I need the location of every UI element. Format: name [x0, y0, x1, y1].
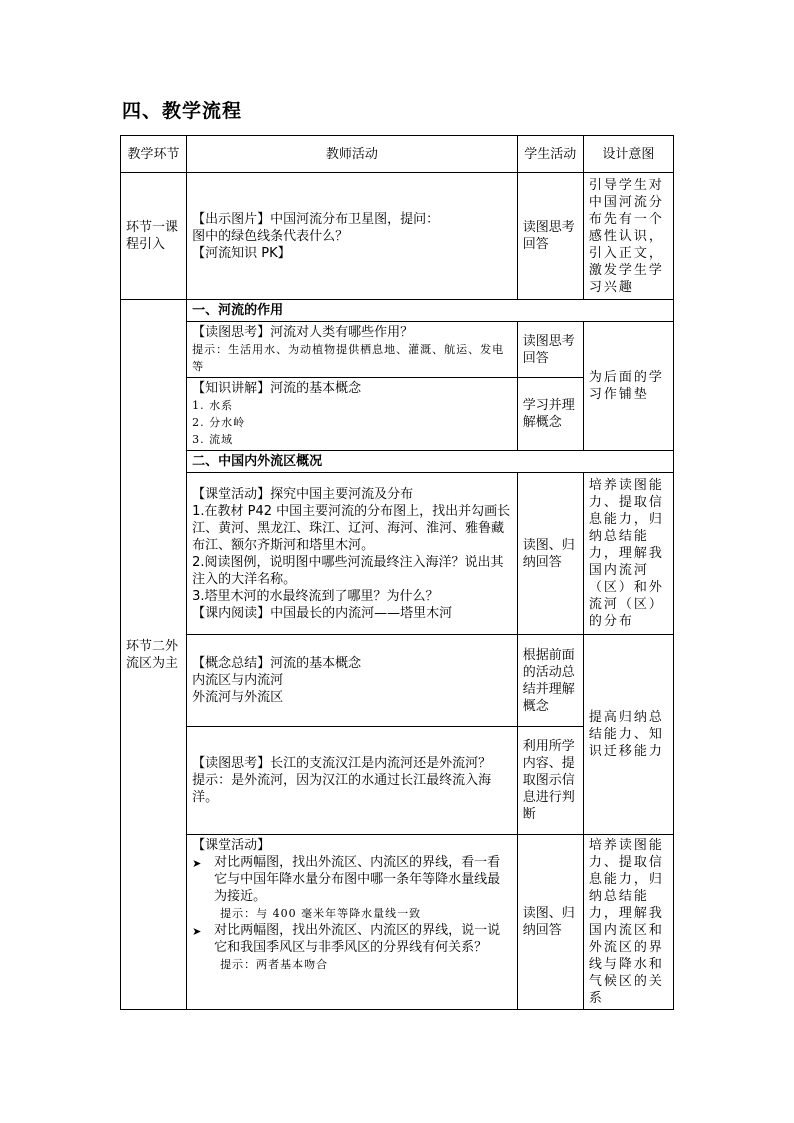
text-line: 图中的绿色线条代表什么？: [192, 228, 349, 244]
s3-intent: 培养读图能力、提取信息能力，归纳总结能力，理解我国内流河（区）和外流河（区）的分布: [583, 473, 673, 635]
text-line: 3.塔里木河的水最终流到了哪里？为什么？: [192, 588, 439, 604]
section-title: 一、河流的作用: [187, 300, 674, 322]
s6-teacher: [187, 835, 518, 1010]
arrowhead-bullet-icon: ➤: [192, 857, 202, 870]
table-row: [121, 473, 674, 635]
stage1-intent: 引导学生对中国河流分布先有一个感性认识，引入正文，激发学生学习兴趣: [583, 173, 673, 300]
hint-text: 提示：与 400 毫米年等降水量线一致: [220, 907, 422, 920]
s5-student: 利用所学内容、提取图示信息进行判断: [517, 727, 583, 835]
s6-intent: 培养读图能力、提取信息能力，归纳总结能力，理解我国内流区和外流区的界线与降水和气候区的关系: [583, 835, 673, 1010]
table-row: [121, 451, 674, 473]
text-line: 【读图思考】河流对人类有哪些作用？: [192, 325, 414, 340]
stage1-teacher: [187, 173, 518, 300]
s2-student: 学习并理解概念: [517, 378, 583, 451]
teaching-flow-table: [120, 135, 674, 1010]
table-row: [121, 300, 674, 322]
stage2-name: 环节二外流区为主: [121, 300, 187, 1010]
bullet-text: 对比两幅图，找出外流区、内流区的界线，看一看它与中国年降水量分布图中哪一条年等降水量线最为接近。: [214, 855, 501, 904]
text-line: 【课内阅读】中国最长的内流河——塔里木河: [192, 605, 453, 621]
text-line: 【河流知识 PK】: [192, 245, 291, 261]
text-line: 【读图思考】长江的支流汉江是内流河还是外流河？: [192, 756, 492, 771]
text-line: 2.阅读图例，说明图中哪些河流最终注入海洋？说出其注入的大洋名称。: [192, 554, 504, 587]
page-title: 四、教学流程: [122, 100, 243, 122]
text-line: 外流河与外流区: [192, 690, 284, 705]
text-line: 1.在教材 P42 中国主要河流的分布图上，找出并勾画长江、黄河、黑龙江、珠江、辽河、海河、淮河、雅鲁藏布江、额尔齐斯河和塔里木河。: [192, 503, 511, 553]
s3-teacher: [187, 473, 518, 635]
s3-student: 读图、归纳回答: [517, 473, 583, 635]
list-item: [192, 854, 512, 905]
table-header-row: [121, 136, 674, 173]
s4-teacher: [187, 635, 518, 727]
s6-student: 读图、归纳回答: [517, 835, 583, 1010]
header-teacher: 教师活动: [187, 136, 518, 173]
stage1-student: 读图思考回答: [517, 173, 583, 300]
list-item: 1. 水系: [192, 399, 234, 412]
text-line: 【出示图片】中国河流分布卫星图，提问：: [192, 211, 440, 227]
table-row: [121, 635, 674, 727]
bullet-text: 对比两幅图，找出外流区、内流区的界线，说一说它和我国季风区与非季风区的分界线有何关系？: [214, 923, 501, 955]
s5-teacher: [187, 727, 518, 835]
s4-intent: 提高归纳总结能力、知识迁移能力: [583, 635, 673, 835]
s2-teacher: [187, 378, 518, 451]
header-stage: 教学环节: [121, 136, 187, 173]
text-line: 【课堂活动】: [192, 838, 271, 853]
list-item: 2. 分水岭: [192, 416, 246, 429]
text-line: 内流区与内流河: [192, 673, 284, 688]
stage1-name: 环节一课程引入: [121, 173, 187, 300]
section-title: 二、中国内外流区概况: [187, 451, 674, 473]
list-item: [192, 922, 512, 956]
s1-student: 读图思考回答: [517, 322, 583, 378]
s4-student: 根据前面的活动总结并理解概念: [517, 635, 583, 727]
text-line: 【知识讲解】河流的基本概念: [192, 381, 362, 396]
list-item: 3. 流域: [192, 433, 234, 446]
hint-text: 提示：两者基本吻合: [220, 958, 329, 971]
header-intent: 设计意图: [583, 136, 673, 173]
table-row: [121, 322, 674, 378]
text-line: 【课堂活动】探究中国主要河流及分布: [192, 486, 414, 502]
arrowhead-bullet-icon: ➤: [192, 925, 202, 938]
s1-teacher: [187, 322, 518, 378]
text-line: 提示：是外流河，因为汉江的水通过长江最终流入海洋。: [192, 773, 492, 805]
header-student: 学生活动: [517, 136, 583, 173]
s1-intent: 为后面的学习作铺垫: [583, 322, 673, 451]
text-line: 【概念总结】河流的基本概念: [192, 656, 362, 671]
hint-text: 提示：生活用水、为动植物提供栖息地、灌溉、航运、发电等: [192, 343, 505, 373]
table-row: [121, 173, 674, 300]
table-row: [121, 835, 674, 1010]
